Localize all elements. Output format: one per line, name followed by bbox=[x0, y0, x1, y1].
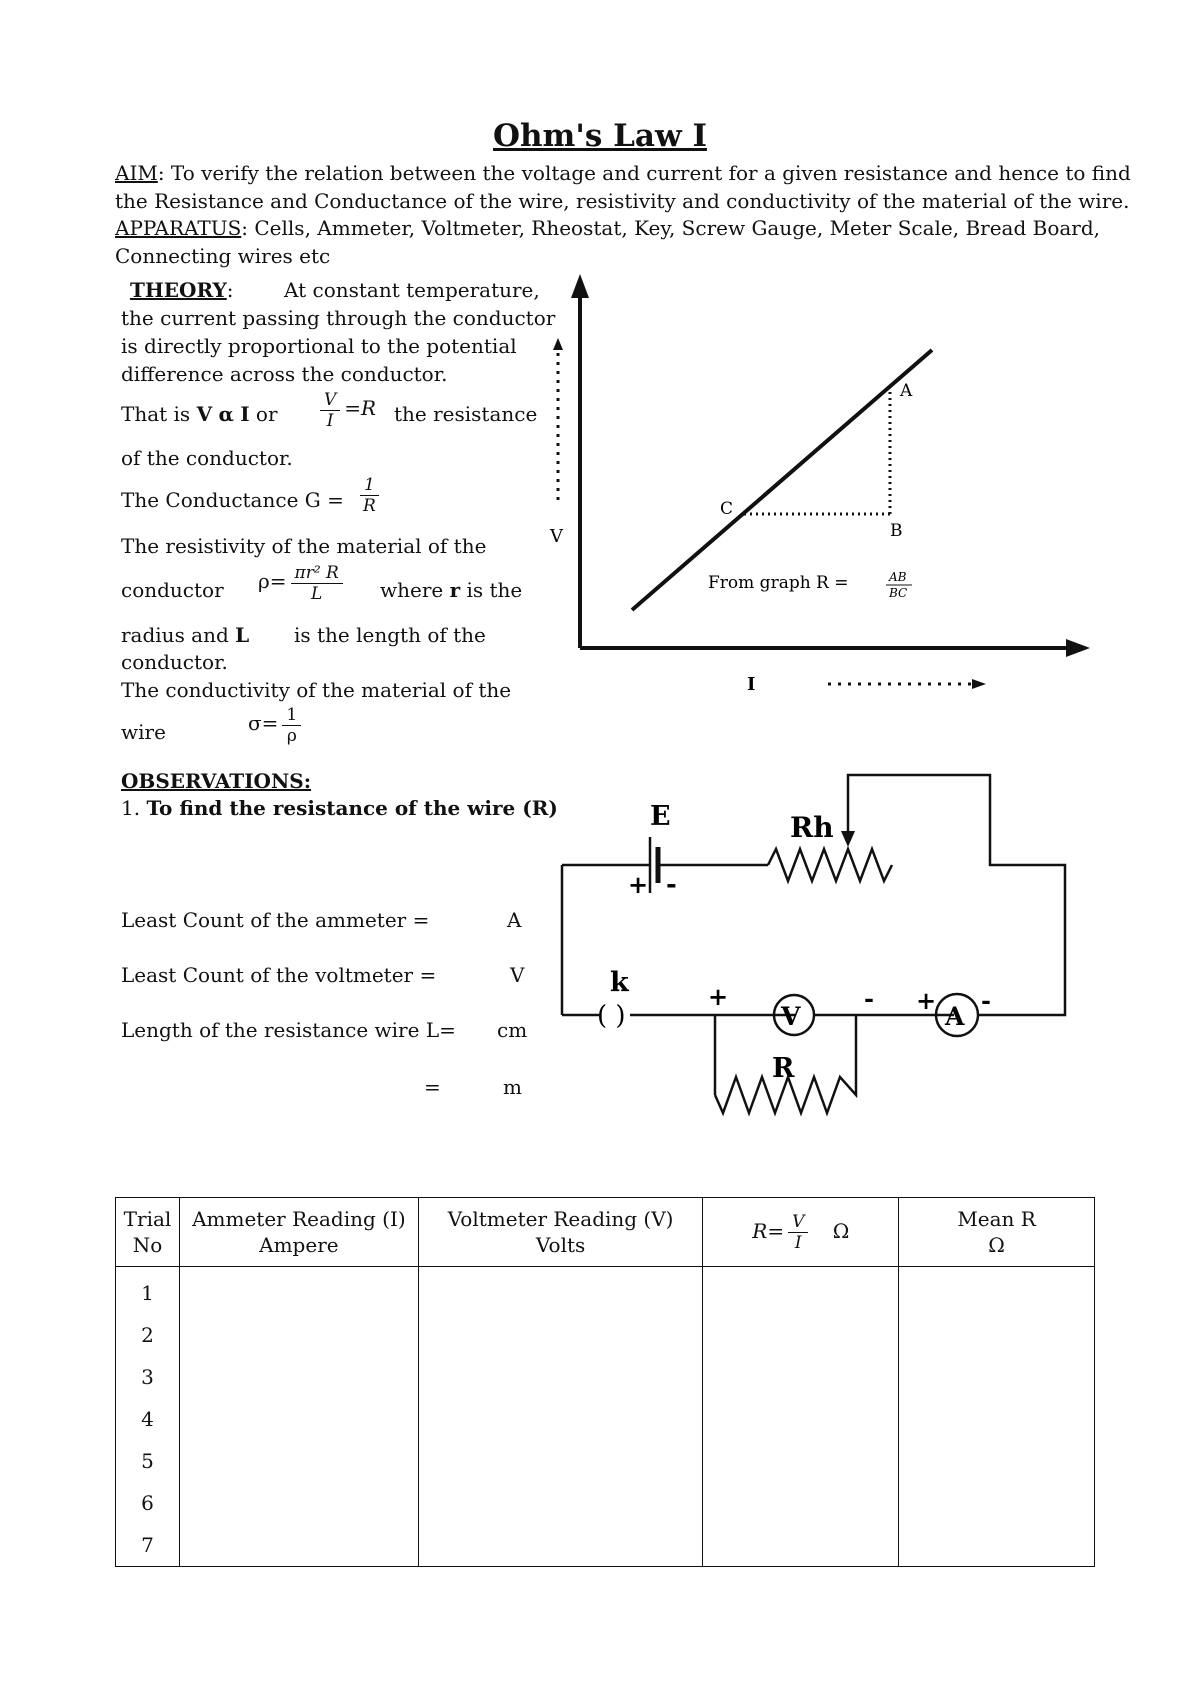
frac-v: V bbox=[320, 390, 340, 411]
header-mean-r: Mean R Ω bbox=[899, 1198, 1095, 1267]
theory-label: THEORY bbox=[130, 278, 227, 302]
table-row: 3 bbox=[116, 1356, 1095, 1398]
frac-r: R bbox=[363, 496, 376, 516]
point-a: A bbox=[900, 381, 913, 401]
sigma-den: ρ bbox=[286, 726, 297, 746]
table-row: 2 bbox=[116, 1314, 1095, 1356]
least-count-voltmeter: Least Count of the voltmeter = bbox=[121, 963, 437, 987]
where-word: where bbox=[380, 578, 444, 602]
or-word: or bbox=[255, 402, 278, 426]
cell-label: E bbox=[650, 801, 671, 832]
y-guide-arrow bbox=[553, 338, 563, 350]
theory-colon: : bbox=[226, 278, 234, 302]
equals-m: = bbox=[424, 1075, 441, 1099]
vi-graph bbox=[540, 270, 1100, 700]
aim-text-2: the Resistance and Conductance of the wire, resistivity and conductivity of the material of the wire. bbox=[115, 189, 1130, 213]
wire-word: wire bbox=[121, 720, 166, 744]
alpha-symbol: α bbox=[218, 402, 234, 426]
unit-m: m bbox=[503, 1075, 522, 1099]
radius-and: radius and bbox=[121, 623, 229, 647]
circuit-diagram bbox=[550, 765, 1070, 1125]
resistivity-intro: The resistivity of the material of the bbox=[121, 534, 487, 558]
rho-num: πr² R bbox=[291, 563, 343, 584]
theory-line-3: is directly proportional to the potential bbox=[121, 334, 517, 358]
rho-formula bbox=[258, 563, 347, 604]
frac-one: 1 bbox=[360, 475, 379, 496]
apparatus-text-2: Connecting wires etc bbox=[115, 244, 331, 268]
v-symbol: V bbox=[196, 402, 213, 426]
apparatus-label: APPARATUS bbox=[115, 216, 242, 240]
table-row: 1 bbox=[116, 1267, 1095, 1315]
header-voltmeter: Voltmeter Reading (V) Volts bbox=[418, 1198, 703, 1267]
frac-i: I bbox=[326, 411, 334, 431]
resistor-label: R bbox=[772, 1053, 795, 1084]
table-row: 7 bbox=[116, 1524, 1095, 1567]
rho-eq: ρ= bbox=[258, 569, 287, 593]
unit-a: A bbox=[507, 908, 522, 932]
point-c: C bbox=[720, 499, 734, 519]
table-row: 4 bbox=[116, 1398, 1095, 1440]
x-axis-label: I bbox=[747, 674, 756, 695]
where-r-is-the bbox=[380, 576, 522, 604]
table-row: 6 bbox=[116, 1482, 1095, 1524]
y-axis-label: V bbox=[550, 526, 563, 547]
is-the: is the bbox=[466, 578, 523, 602]
theory-line-1: At constant temperature, bbox=[284, 278, 540, 302]
voltmeter-minus: - bbox=[864, 984, 874, 1013]
sub-number: 1. bbox=[121, 796, 141, 820]
header-r-formula: R= $\frac{V}{I}$ Ω bbox=[703, 1198, 899, 1267]
sigma-eq: σ= bbox=[248, 711, 279, 735]
table-row: 5 bbox=[116, 1440, 1095, 1482]
apparatus-text-1: : Cells, Ammeter, Voltmeter, Rheostat, Key, Screw Gauge, Meter Scale, Bread Board, bbox=[241, 216, 1101, 240]
conductance-fraction bbox=[356, 475, 383, 516]
voltmeter-label: V bbox=[781, 1002, 801, 1031]
rheostat-label: Rh bbox=[790, 811, 834, 844]
v-over-i bbox=[316, 390, 376, 431]
r-bold: r bbox=[449, 578, 461, 602]
ammeter-minus: - bbox=[981, 986, 991, 1015]
conductance-text: The Conductance G = bbox=[121, 488, 344, 512]
i-symbol: I bbox=[240, 402, 250, 426]
vi-line bbox=[632, 350, 932, 610]
y-axis-arrow bbox=[571, 274, 589, 298]
sigma-formula bbox=[248, 705, 305, 746]
ammeter-label: A bbox=[945, 1002, 965, 1031]
is-length: is the length of the bbox=[294, 623, 486, 647]
key-symbol: ( ) bbox=[597, 1001, 626, 1031]
page-title: Ohm's Law I bbox=[493, 118, 707, 154]
theory-line-2: the current passing through the conductor bbox=[121, 306, 556, 330]
rho-den: L bbox=[311, 584, 323, 604]
header-ammeter: Ammeter Reading (I) Ampere bbox=[179, 1198, 418, 1267]
point-b: B bbox=[890, 521, 903, 541]
unit-cm: cm bbox=[497, 1018, 528, 1042]
conductivity-intro: The conductivity of the material of the bbox=[121, 678, 512, 702]
aim-text-1: : To verify the relation between the voltage and current for a given resistance and hence to find bbox=[157, 161, 1131, 185]
sub-title: To find the resistance of the wire (R) bbox=[146, 796, 558, 820]
least-count-ammeter: Least Count of the ammeter = bbox=[121, 908, 430, 932]
conductor-end: conductor. bbox=[121, 650, 228, 674]
key-label: k bbox=[610, 967, 629, 998]
length-wire: Length of the resistance wire L= bbox=[121, 1018, 456, 1042]
cell-minus: - bbox=[666, 870, 677, 900]
observation-table bbox=[115, 1197, 1095, 1567]
cell-plus: + bbox=[628, 870, 649, 899]
theory-heading bbox=[130, 276, 233, 304]
sigma-num: 1 bbox=[282, 705, 301, 726]
ohm-relation bbox=[121, 400, 278, 428]
x-axis-arrow bbox=[1066, 639, 1090, 657]
the-resistance: the resistance bbox=[394, 402, 538, 426]
ab-label: AB bbox=[889, 570, 907, 584]
l-bold: L bbox=[235, 623, 250, 647]
eq-r: =R bbox=[344, 396, 377, 420]
bc-label: BC bbox=[889, 586, 908, 600]
apparatus-line-1 bbox=[115, 214, 1100, 242]
header-trial-no: Trial No bbox=[116, 1198, 180, 1267]
of-conductor: of the conductor. bbox=[121, 446, 293, 470]
that-is: That is bbox=[121, 402, 191, 426]
aim-line-1 bbox=[115, 159, 1131, 187]
theory-line-4: difference across the conductor. bbox=[121, 362, 448, 386]
radius-line bbox=[121, 621, 249, 649]
x-guide-arrow bbox=[972, 679, 986, 689]
from-graph-text: From graph R = bbox=[708, 573, 849, 593]
observations-sub bbox=[121, 794, 558, 822]
observations-heading: OBSERVATIONS: bbox=[121, 769, 312, 793]
voltmeter-plus: + bbox=[708, 982, 729, 1011]
ammeter-plus: + bbox=[916, 986, 937, 1015]
aim-label: AIM bbox=[115, 161, 158, 185]
unit-v: V bbox=[510, 963, 525, 987]
conductor-word: conductor bbox=[121, 578, 224, 602]
